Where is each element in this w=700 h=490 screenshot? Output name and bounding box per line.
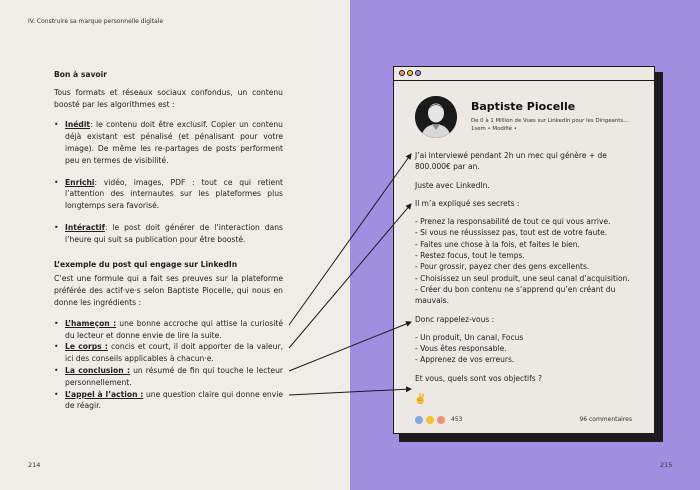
bullet-text: une bonne accroche qui attise la curiosité du lecteur et donne envie de lire la suite. [65,318,283,340]
bullet-text: un résumé de fin qui touche le lecteur personnellement. [65,365,284,387]
list-item: - Si vous ne réussissez pas, tout est de votre faute. [415,228,608,238]
post-hook: J’ai interviewé pendant 2h un mec qui génère + de 800.000€ par an. [415,151,607,172]
page-number-left: 214 [28,461,41,469]
bullet-term: Enrichi [65,177,95,187]
list-item: - Faites une chose à la fois, et faites le bien. [415,239,580,249]
list-item: - Apprenez de vos erreurs. [415,355,515,365]
list-item: - Restez focus, tout le temps. [415,251,525,261]
list-item: - Prenez la responsabilité de tout ce qui vous arrive. [415,217,611,227]
post-meta: 1sem • Modifié • [471,126,517,132]
bullet-term: Intéractif [65,222,105,232]
bullet-term: L’appel à l’action : [65,389,144,399]
example-intro: C’est une formule qui a fait ses preuves sur la plateforme préférée des actif·ve·s selon Baptiste Piocelle, qui nous en donne les ingrédients : [54,274,283,307]
bullet-term: La conclusion : [65,365,131,375]
list-item: - Pour grossir, payez cher des gens excellents. [415,262,590,272]
author-tagline: De 0 à 1 Million de Vues sur LinkedIn pour les Dirigeants... [471,118,629,124]
bullet-text: une question claire qui donne envie de réagir. [65,389,283,411]
list-item: • L’hameçon : une bonne accroche qui attise la curiosité du lecteur et donne envie de lire la suite. [54,318,283,340]
list-item: • L’appel à l’action : une question claire qui donne envie de réagir. [54,389,283,411]
bullet-text: : le contenu doit être exclusif. Copier un contenu déjà existant est pénalisé (et pénalisant pour votre image). De même les re-partages de posts performent peu en termes de visibilité. [65,120,283,165]
list-item: • Enrichi: vidéo, images, PDF : tout ce qui retient l’attention des internautes sur les plateformes plus longtemps sera favorisé. [54,177,283,211]
hook-arrow [289,154,411,325]
reaction-count[interactable]: 453 [451,416,463,423]
list-item: • Le corps : concis et court, il doit apporter de la valeur, ici des conseils applicables à chacun·e. [54,342,284,364]
bullet-term: Inédit [65,120,91,130]
list-item: • Intéractif: le post doit générer de l’interaction dans l’heure qui suit sa publication pour être boosté. [54,222,283,244]
body-arrow [289,204,411,348]
post-line: Juste avec LinkedIn. [415,180,490,190]
running-head: IV. Construire sa marque personnelle digitale [28,18,164,25]
conclusion-arrow [289,322,411,371]
bullet-text: concis et court, il doit apporter de la valeur, ici des conseils applicables à chacun·e. [65,342,284,364]
cta-arrow [289,389,411,395]
author-name: Baptiste Piocelle [471,100,576,113]
page-number-right: 215 [660,461,673,469]
bullet-term: Le corps : [65,342,108,352]
example-title: L’exemple du post qui engage sur LinkedIn [54,259,238,269]
bullet-term: L’hameçon : [65,318,117,328]
bullet-text: : le post doit générer de l’interaction dans l’heure qui suit sa publication pour être boosté. [65,222,283,244]
bullet-text: : vidéo, images, PDF : tout ce qui retient l’attention des internautes sur les plateformes plus longtemps sera favorisé. [65,177,283,211]
call-to-action: Et vous, quels sont vos objectifs ? [415,373,543,383]
good-to-know-title: Bon à savoir [54,70,107,79]
list-item: - Choisissez un seul produit, une seul canal d’acquisition. [415,273,630,283]
comments-link[interactable]: 96 commentaires [579,416,632,423]
list-item: - Créer du bon contenu ne s’apprend qu’en créant du mauvais. [415,284,616,306]
good-to-know-intro: Tous formats et réseaux sociaux confondus, un contenu boosté par les algorithmes est : [54,87,283,109]
list-item: • Inédit: le contenu doit être exclusif. Copier un contenu déjà existant est pénalisé (et pénalisant pour votre image). De même les re-partages de posts performent peu en termes de visibilité. [54,120,283,165]
list-item: • La conclusion : un résumé de fin qui touche le lecteur personnellement. [54,365,284,387]
conclusion-intro: Donc rappelez-vous : [415,314,495,324]
list-item: - Un produit, Un canal, Focus [415,332,524,342]
victory-hand-icon: ✌️ [414,394,427,405]
post-body-intro: Il m’a expliqué ses secrets : [415,198,520,208]
list-item: - Vous êtes responsable. [415,344,507,354]
